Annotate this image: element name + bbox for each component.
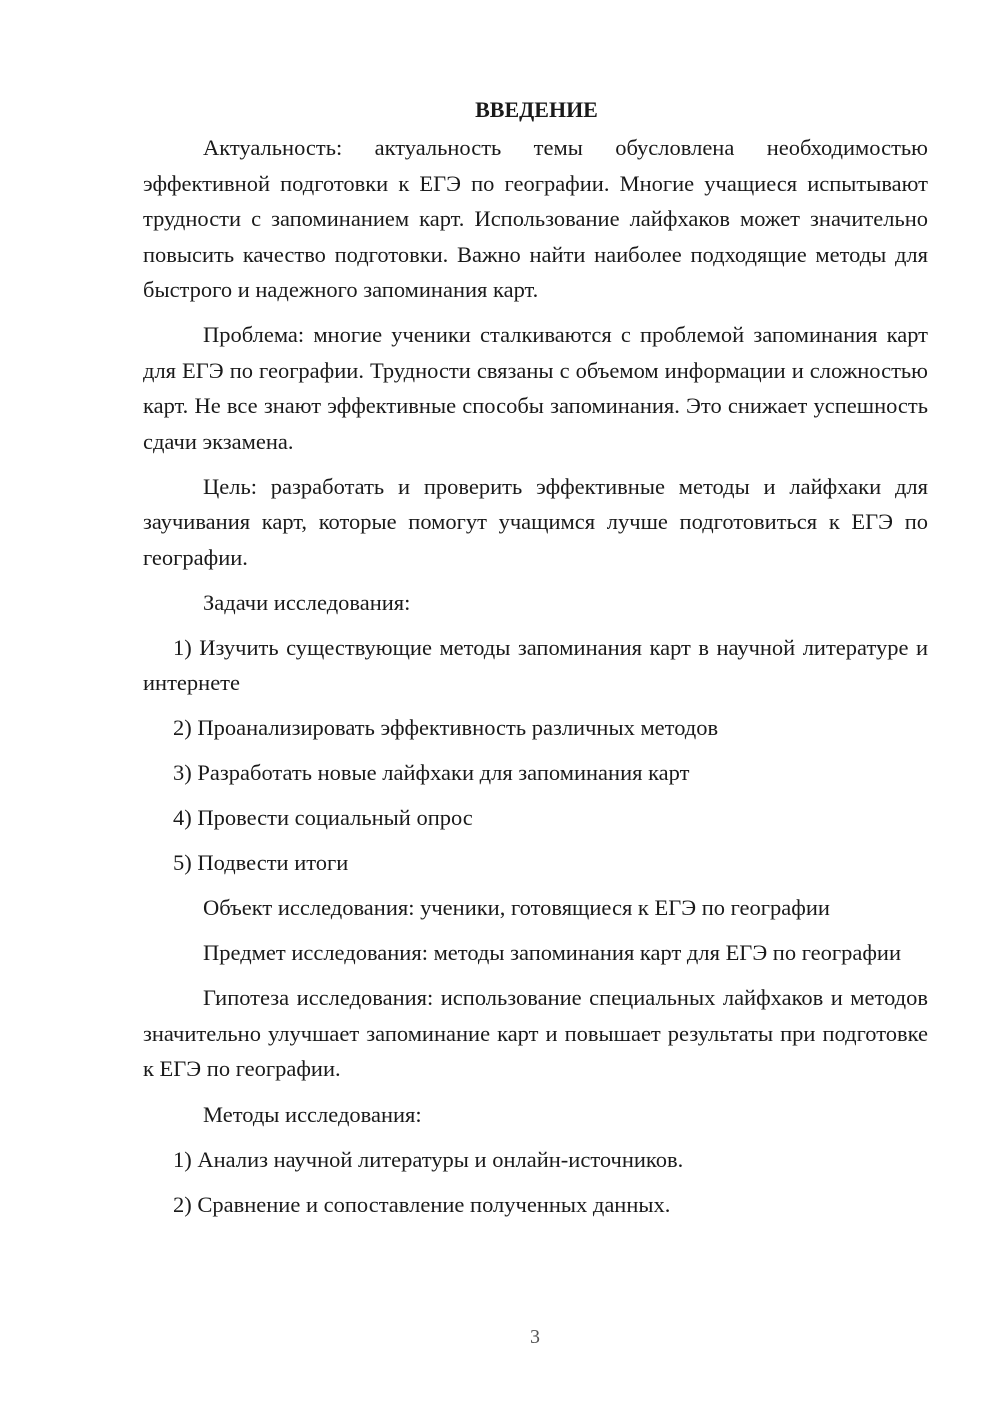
method-item-1: 1) Анализ научной литературы и онлайн-источников. bbox=[173, 1147, 684, 1172]
method-item-2: 2) Сравнение и сопоставление полученных данных. bbox=[173, 1192, 671, 1217]
task-item-5: 5) Подвести итоги bbox=[173, 850, 349, 875]
page-title: ВВЕДЕНИЕ bbox=[475, 97, 598, 122]
task-item-3: 3) Разработать новые лайфхаки для запоминания карт bbox=[173, 760, 690, 785]
tasks-heading: Задачи исследования: bbox=[203, 589, 411, 615]
goal-paragraph: Цель: разработать и проверить эффективные методы и лайфхаки для заучивания карт, которые помогут учащимся лучше подготовиться к ЕГЭ по географии. bbox=[143, 473, 928, 570]
problem-paragraph: Проблема: многие ученики сталкиваются с проблемой запоминания карт для ЕГЭ по географии. Трудности связаны с объемом информации и сложностью карт. Не все знают эффективные способы запоминания. Это снижает успешность сдачи экзамена. bbox=[143, 322, 928, 454]
page-number: 3 bbox=[530, 1326, 540, 1348]
page-content bbox=[143, 92, 928, 1223]
subject-paragraph: Предмет исследования: методы запоминания карт для ЕГЭ по географии bbox=[203, 940, 902, 965]
relevance-paragraph: Актуальность: актуальность темы обусловлена необходимостью эффективной подготовки к ЕГЭ по географии. Многие учащиеся испытывают трудности с запоминанием карт. Использование лайфхаков может значительно повысить качество подготовки. Важно найти наиболее подходящие методы для быстрого и надежного запоминания карт. bbox=[143, 135, 928, 302]
object-paragraph: Объект исследования: ученики, готовящиеся к ЕГЭ по географии bbox=[203, 895, 830, 920]
task-item-1: 1) Изучить существующие методы запоминания карт в научной литературе и интернете bbox=[143, 634, 928, 695]
task-item-4: 4) Провести социальный опрос bbox=[173, 805, 473, 830]
hypothesis-paragraph: Гипотеза исследования: использование специальных лайфхаков и методов значительно улучшает запоминание карт и повышает результаты при подготовке к ЕГЭ по географии. bbox=[143, 985, 928, 1081]
methods-heading: Методы исследования: bbox=[203, 1102, 422, 1127]
task-item-2: 2) Проанализировать эффективность различных методов bbox=[173, 715, 719, 740]
